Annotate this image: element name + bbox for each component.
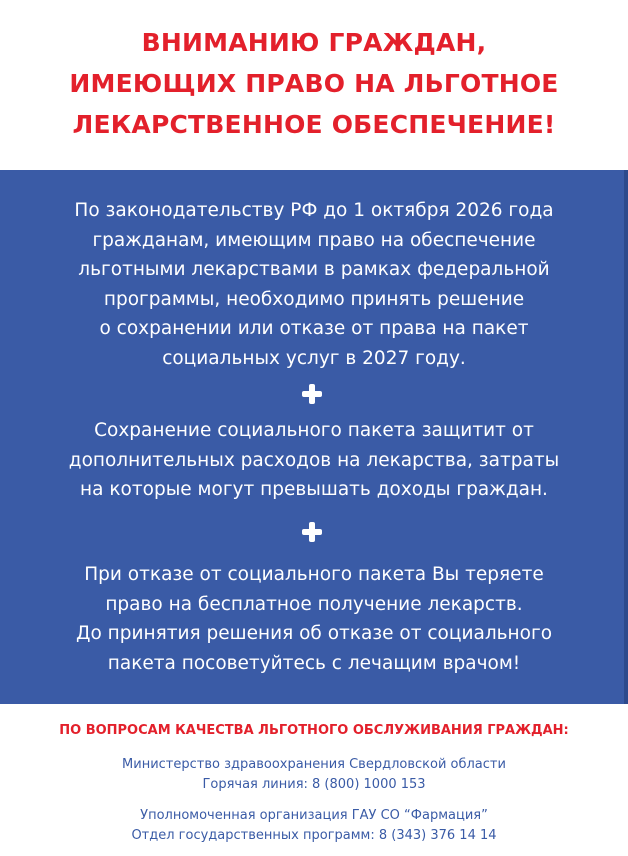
contact-ministry [0,755,628,795]
paragraph-benefit [0,416,628,505]
title-line-1: ВНИМАНИЮ ГРАЖДАН, [141,28,487,57]
page-title [0,22,628,145]
paragraph-line: гражданам, имеющим право на обеспечение [92,229,536,251]
organization-name: Уполномоченная организация ГАУ СО “Фармация” [140,808,488,823]
paragraph-line: программы, необходимо принять решение [103,288,525,310]
paragraph-line: льготными лекарствами в рамках федеральной [78,259,550,280]
paragraph-line: дополнительных расходов на лекарства, затраты [68,449,560,471]
paragraph-warning [0,560,628,678]
paragraph-line: пакета посоветуйтесь с лечащим врачом! [107,652,521,674]
title-line-2: ИМЕЮЩИХ ПРАВО НА ЛЬГОТНОЕ [69,69,559,98]
paragraph-line: социальных услуг в 2027 году. [162,347,466,369]
paragraph-line: По законодательству РФ до 1 октября 2026 года [74,200,554,221]
paragraph-line: До принятия решения об отказе от социального [75,623,553,644]
contact-organization [0,806,628,846]
paragraph-line: При отказе от социального пакета Вы теряете [84,564,544,585]
paragraph-line: на которые могут превышать доходы граждан. [80,479,548,500]
plus-icon [302,522,322,542]
paragraph-line: о сохранении или отказе от права на пакет [99,318,529,339]
paragraph-line: право на бесплатное получение лекарств. [105,593,523,615]
contacts-heading: ПО ВОПРОСАМ КАЧЕСТВА ЛЬГОТНОГО ОБСЛУЖИВАНИЯ ГРАЖДАН: [59,723,569,738]
ministry-name: Министерство здравоохранения Свердловской области [122,757,506,772]
paragraph-deadline [0,196,628,373]
paragraph-line: Сохранение социального пакета защитит от [94,420,534,441]
title-line-3: ЛЕКАРСТВЕННОЕ ОБЕСПЕЧЕНИЕ! [72,110,556,139]
info-panel [0,170,628,704]
plus-icon [302,384,322,404]
organization-phone: Отдел государственных программ: 8 (343) 376 14 14 [131,828,497,843]
ministry-hotline: Горячая линия: 8 (800) 1000 153 [202,777,426,792]
